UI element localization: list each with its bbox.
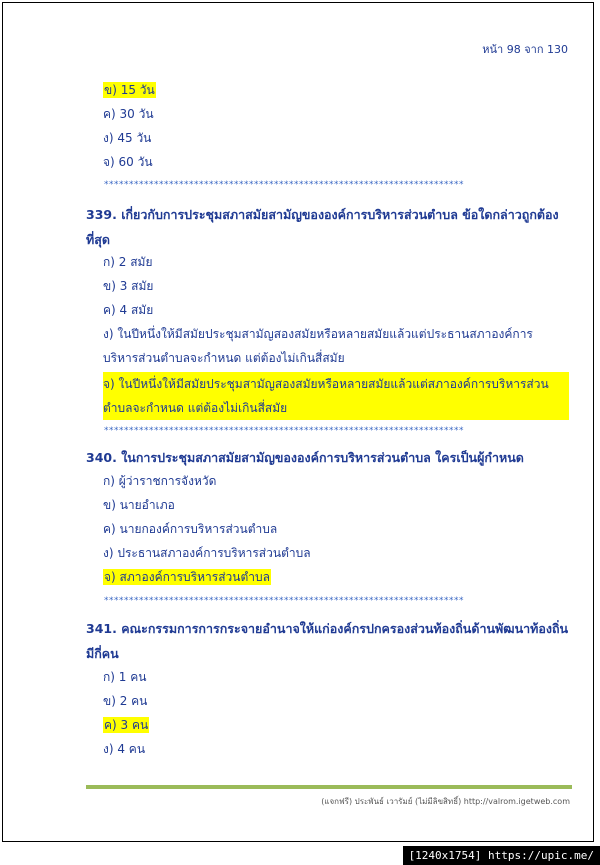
separator: ************************************************************************ bbox=[104, 596, 464, 606]
option-d: ง) 45 วัน bbox=[103, 131, 152, 145]
highlighted-answer: จ) สภาองค์การบริหารส่วนตำบล bbox=[104, 570, 270, 584]
q340-option-a: ก) ผู้ว่าราชการจังหวัด bbox=[103, 474, 217, 488]
q339-option-d: ง) ในปีหนึ่งให้มีสมัยประชุมสามัญสองสมัยหรือหลายสมัยแล้วแต่ประธานสภาองค์การบริหารส่วนตำบลจะกำหนด แต่ต้องไม่เกินสี่สมัย bbox=[103, 327, 533, 365]
q341-option-b: ข) 2 คน bbox=[103, 694, 148, 708]
q339-option-c: ค) 4 สมัย bbox=[103, 303, 154, 317]
q340-option-e bbox=[103, 568, 271, 586]
footer-rule bbox=[86, 785, 572, 789]
highlighted-answer: ค) 3 คน bbox=[104, 718, 149, 732]
q339-option-a: ก) 2 สมัย bbox=[103, 255, 153, 269]
q339-option-e-highlighted: จ) ในปีหนึ่งให้มีสมัยประชุมสามัญสองสมัยหรือหลายสมัยแล้วแต่สภาองค์การบริหารส่วนตำบลจะกำหนด แต่ต้องไม่เกินสี่สมัย bbox=[103, 372, 569, 420]
q340-option-b: ข) นายอำเภอ bbox=[103, 498, 175, 512]
q340-option-d: ง) ประธานสภาองค์การบริหารส่วนตำบล bbox=[103, 546, 311, 560]
page-frame bbox=[2, 2, 594, 842]
question-340: 340. ในการประชุมสภาสมัยสามัญขององค์การบริหารส่วนตำบล ใครเป็นผู้กำหนด bbox=[86, 450, 524, 465]
q341-option-d: ง) 4 คน bbox=[103, 742, 146, 756]
q339-option-b: ข) 3 สมัย bbox=[103, 279, 154, 293]
q340-option-c: ค) นายกองค์การบริหารส่วนตำบล bbox=[103, 522, 278, 536]
q341-option-c bbox=[103, 716, 149, 734]
highlighted-answer: ข) 15 วัน bbox=[104, 83, 155, 97]
question-341: 341. คณะกรรมการการกระจายอำนาจให้แก่องค์กรปกครองส่วนท้องถิ่นด้านพัฒนาท้องถิ่นมีกี่คน bbox=[86, 621, 569, 661]
option-e: จ) 60 วัน bbox=[103, 155, 153, 169]
separator: ************************************************************************ bbox=[104, 426, 464, 436]
option-b bbox=[103, 81, 156, 99]
option-c: ค) 30 วัน bbox=[103, 107, 154, 121]
page-number: หน้า 98 จาก 130 bbox=[482, 43, 568, 56]
question-339: 339. เกี่ยวกับการประชุมสภาสมัยสามัญขององค์การบริหารส่วนตำบล ข้อใดกล่าวถูกต้องที่สุด bbox=[86, 207, 559, 247]
image-size-label: [1240x1754] https://upic.me/ bbox=[403, 846, 600, 865]
separator: ************************************************************************ bbox=[104, 180, 464, 190]
footer-credit: (แจกฟรี) ประพันธ์ เวารัมย์ (ไม่มีลิขสิทธิ์) http://valrom.igetweb.com bbox=[321, 797, 570, 806]
q341-option-a: ก) 1 คน bbox=[103, 670, 147, 684]
